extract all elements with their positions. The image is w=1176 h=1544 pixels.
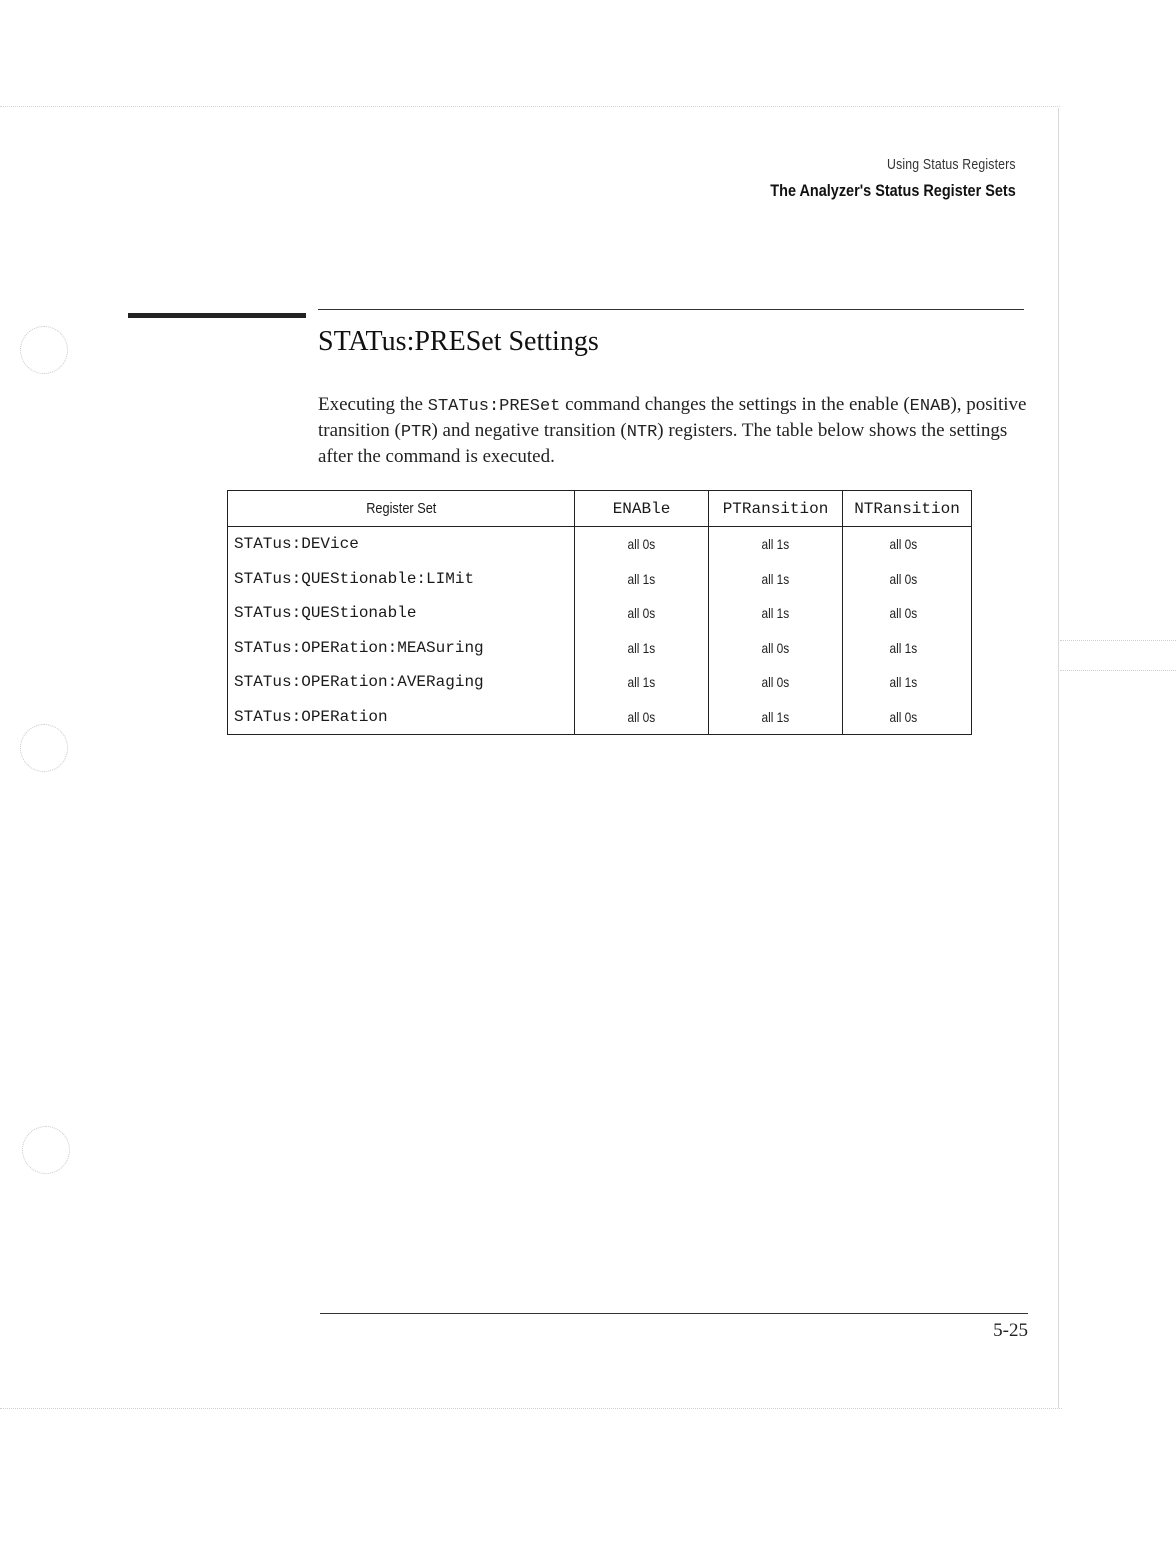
body-paragraph bbox=[318, 393, 1030, 469]
body-text-1: Executing the bbox=[318, 394, 428, 415]
page-number: 5-25 bbox=[993, 1320, 1028, 1341]
enab-abbrev: ENAB bbox=[909, 397, 951, 416]
body-text-5: ) registers. The table below shows the settings after the command is executed. bbox=[318, 420, 1008, 467]
ntr-abbrev: NTR bbox=[626, 423, 658, 442]
cell-enable: all 0s bbox=[575, 700, 709, 735]
scan-edge-top bbox=[0, 106, 1060, 107]
cell-enable: all 1s bbox=[575, 665, 709, 700]
cell-ntr: all 0s bbox=[843, 700, 972, 735]
cell-enable: all 0s bbox=[575, 596, 709, 631]
table-row bbox=[228, 665, 972, 700]
binder-hole bbox=[20, 326, 68, 374]
cell-register: STATus:QUEStionable:LIMit bbox=[234, 569, 475, 588]
preset-settings-table bbox=[227, 490, 972, 735]
cell-register: STATus:DEVice bbox=[234, 535, 359, 554]
header-ptransition: PTRansition bbox=[709, 491, 843, 527]
running-header bbox=[727, 156, 1016, 201]
cell-register: STATus:QUEStionable bbox=[234, 604, 417, 623]
cell-ptr: all 1s bbox=[709, 596, 843, 631]
cell-ptr: all 0s bbox=[709, 665, 843, 700]
scan-edge-bottom bbox=[0, 1408, 1062, 1409]
binder-hole bbox=[20, 724, 68, 772]
cell-ntr: all 0s bbox=[843, 562, 972, 597]
cell-register: STATus:OPERation:AVERaging bbox=[234, 673, 484, 692]
cell-register: STATus:OPERation bbox=[234, 707, 388, 726]
cell-ptr: all 1s bbox=[709, 700, 843, 735]
section-rule-thick bbox=[128, 313, 306, 318]
section-title: STATus:PRESet Settings bbox=[318, 326, 599, 357]
cell-ptr: all 0s bbox=[709, 631, 843, 666]
cell-ptr: all 1s bbox=[709, 562, 843, 597]
binder-hole bbox=[22, 1126, 70, 1174]
table-row bbox=[228, 527, 972, 562]
cell-ntr: all 0s bbox=[843, 527, 972, 562]
table-header-row bbox=[228, 491, 972, 527]
cell-enable: all 1s bbox=[575, 562, 709, 597]
cell-ntr: all 0s bbox=[843, 596, 972, 631]
scan-tab-edge bbox=[1060, 640, 1176, 641]
running-header-chapter: Using Status Registers bbox=[887, 156, 1016, 173]
table-row bbox=[228, 596, 972, 631]
body-text-3: ), positive transition ( bbox=[318, 394, 1027, 441]
cell-register: STATus:OPERation:MEASuring bbox=[234, 638, 484, 657]
cell-ntr: all 1s bbox=[843, 631, 972, 666]
cell-enable: all 0s bbox=[575, 527, 709, 562]
table-row bbox=[228, 631, 972, 666]
running-header-section: The Analyzer's Status Register Sets bbox=[770, 181, 1016, 200]
section-rule bbox=[318, 309, 1024, 310]
ptr-abbrev: PTR bbox=[400, 423, 432, 442]
scan-edge-right bbox=[1058, 108, 1059, 1408]
command-status-preset: STATus:PRESet bbox=[427, 397, 561, 416]
body-text-2: command changes the settings in the enable ( bbox=[560, 394, 910, 415]
cell-enable: all 1s bbox=[575, 631, 709, 666]
cell-ntr: all 1s bbox=[843, 665, 972, 700]
header-ntransition: NTRansition bbox=[843, 491, 972, 527]
table-row bbox=[228, 562, 972, 597]
scan-tab-edge bbox=[1060, 670, 1176, 671]
table-row bbox=[228, 700, 972, 735]
cell-ptr: all 1s bbox=[709, 527, 843, 562]
footer-rule bbox=[320, 1313, 1028, 1314]
header-register-set: Register Set bbox=[228, 491, 575, 527]
header-enable: ENABle bbox=[575, 491, 709, 527]
body-text-4: ) and negative transition ( bbox=[431, 420, 627, 441]
